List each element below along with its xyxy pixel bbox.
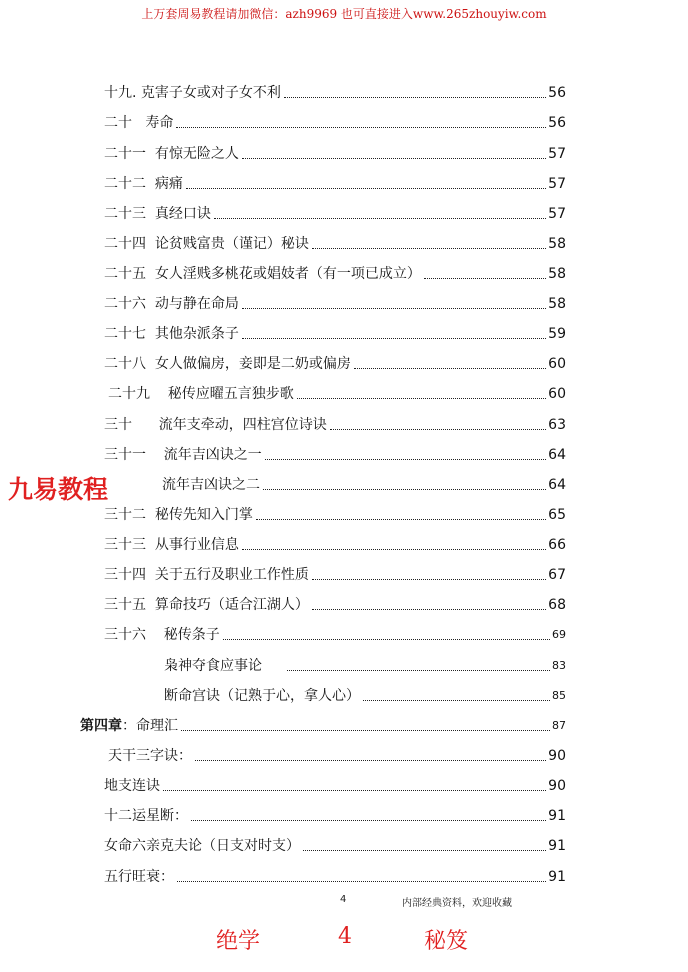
toc-entry-page: 57 (548, 206, 566, 222)
toc-entry-title: 女命六亲克夫论（日支对时支） (104, 838, 300, 854)
toc-entry[interactable] (108, 381, 566, 403)
toc-entry-title: 三十 流年支牵动，四柱宫位诗诀 (104, 417, 327, 433)
toc-entry-page: 64 (548, 477, 566, 493)
toc-entry[interactable] (104, 864, 566, 886)
toc-entry-page: 56 (548, 85, 566, 101)
toc-leader-dots (214, 217, 546, 219)
toc-entry-title: 二十二 病痛 (104, 176, 183, 192)
toc-leader-dots (186, 187, 546, 189)
toc-entry-page: 56 (548, 115, 566, 131)
toc-leader-dots (297, 397, 546, 399)
toc-leader-dots (312, 578, 546, 580)
toc-entry-page: 90 (548, 748, 566, 764)
toc-entry-page: 91 (548, 838, 566, 854)
toc-entry-title: 三十四 关于五行及职业工作性质 (104, 567, 309, 583)
toc-leader-dots (354, 367, 546, 369)
toc-entry-title: 二十九 秘传应曜五言独步歌 (108, 386, 294, 402)
toc-entry-title: 地支连诀 (104, 778, 160, 794)
toc-entry-title: 三十五 算命技巧（适合江湖人） (104, 597, 309, 613)
toc-leader-dots (284, 96, 546, 98)
toc-leader-dots (242, 337, 546, 339)
toc-leader-dots (181, 729, 550, 731)
toc-entry[interactable] (104, 141, 566, 163)
footer-page-number: 4 (340, 894, 347, 905)
toc-entry[interactable] (104, 261, 566, 283)
footer-note: 内部经典资料，欢迎收藏 (402, 898, 512, 909)
toc-entry-page: 57 (548, 176, 566, 192)
toc-entry-title: 五行旺衰： (104, 869, 174, 885)
toc-entry-page: 91 (548, 869, 566, 885)
toc-entry-page: 60 (548, 386, 566, 402)
toc-entry-page: 60 (548, 356, 566, 372)
toc-leader-dots (312, 608, 546, 610)
toc-entry-page: 85 (552, 689, 566, 702)
toc-entry[interactable] (104, 502, 566, 524)
toc-entry-page: 58 (548, 236, 566, 252)
toc-entry-title: 十九. 克害子女或对子女不利 (104, 85, 281, 101)
toc-entry[interactable] (104, 321, 566, 343)
toc-entry-page: 91 (548, 808, 566, 824)
toc-entry-title: 三十一 流年吉凶诀之一 (104, 447, 262, 463)
toc-entry[interactable] (104, 442, 566, 464)
toc-entry-title (80, 717, 178, 735)
toc-entry-title: 三十六 秘传条子 (104, 627, 220, 643)
toc-leader-dots (312, 247, 546, 249)
toc-entry-title: 二十七 其他杂派条子 (104, 326, 239, 342)
toc-entry-page: 58 (548, 266, 566, 282)
toc-entry-page: 59 (548, 326, 566, 342)
toc-entry-page: 90 (548, 778, 566, 794)
toc-entry[interactable] (104, 562, 566, 584)
toc-leader-dots (242, 548, 546, 550)
toc-entry[interactable] (164, 683, 566, 705)
toc-entry[interactable] (104, 532, 566, 554)
watermark-text: 九易教程 (8, 475, 109, 504)
toc-leader-dots (363, 699, 550, 701)
toc-entry-chapter[interactable] (80, 713, 566, 735)
toc-entry[interactable] (104, 291, 566, 313)
toc-entry-title: 流年吉凶诀之二 (162, 477, 260, 493)
toc-entry[interactable] (104, 351, 566, 373)
toc-entry[interactable] (104, 110, 566, 132)
stamp-left-text: 绝学 (216, 929, 261, 954)
toc-leader-dots (176, 126, 546, 128)
toc-entry-page: 65 (548, 507, 566, 523)
toc-entry[interactable] (104, 80, 566, 102)
toc-leader-dots (191, 819, 546, 821)
toc-entry-page: 69 (552, 628, 566, 641)
toc-leader-dots (163, 789, 546, 791)
toc-entry-title: 枭神夺食应事论 (164, 658, 285, 674)
toc-leader-dots (263, 488, 546, 490)
toc-entry-title: 三十三 从事行业信息 (104, 537, 239, 553)
toc-entry-title: 二十一 有惊无险之人 (104, 146, 239, 162)
toc-entry-title: 二十六 动与静在命局 (104, 296, 239, 312)
toc-leader-dots (265, 458, 546, 460)
toc-entry-title: 二十五 女人淫贱多桃花或娼妓者（有一项已成立） (104, 266, 421, 282)
toc-leader-dots (256, 518, 546, 520)
toc-entry[interactable] (104, 171, 566, 193)
stamp-right-text: 秘笈 (424, 929, 469, 954)
toc-entry[interactable] (104, 231, 566, 253)
toc-entry[interactable] (104, 773, 566, 795)
toc-entry[interactable] (104, 622, 566, 644)
toc-leader-dots (303, 849, 546, 851)
toc-entry-page: 66 (548, 537, 566, 553)
toc-leader-dots (195, 759, 546, 761)
toc-entry-title: 二十三 真经口诀 (104, 206, 211, 222)
toc-leader-dots (177, 880, 546, 882)
toc-entry-page: 58 (548, 296, 566, 312)
toc-entry-title: 天干三字诀： (108, 748, 192, 764)
toc-entry-title: 三十二 秘传先知入门掌 (104, 507, 253, 523)
toc-leader-dots (223, 638, 550, 640)
page-header-banner: 上万套周易教程请加微信：azh9969 也可直接进入www.265zhouyiw.com (141, 7, 547, 21)
stamp-number: 4 (338, 924, 352, 949)
toc-entry-page: 68 (548, 597, 566, 613)
toc-entry-page: 67 (548, 567, 566, 583)
toc-entry-title: 断命宫诀（记熟于心，拿人心） (164, 688, 360, 704)
chapter-title: ：命理汇 (122, 718, 178, 734)
toc-leader-dots (287, 669, 550, 671)
toc-entry-title: 十二运星断： (104, 808, 188, 824)
toc-entry-page: 63 (548, 417, 566, 433)
toc-entry-page: 64 (548, 447, 566, 463)
toc-entry-title: 二十四 论贫贱富贵（谨记）秘诀 (104, 236, 309, 252)
toc-entry-title: 二十八 女人做偏房，妾即是二奶或偏房 (104, 356, 351, 372)
toc-entry[interactable] (104, 592, 566, 614)
toc-entry[interactable] (108, 743, 566, 765)
toc-entry-page: 83 (552, 659, 566, 672)
toc-entry-title: 二十 寿命 (104, 115, 174, 131)
toc-entry[interactable] (104, 803, 566, 825)
toc-entry[interactable] (104, 201, 566, 223)
toc-leader-dots (424, 277, 546, 279)
toc-entry[interactable] (104, 412, 566, 434)
toc-leader-dots (242, 307, 546, 309)
toc-entry[interactable] (164, 653, 566, 675)
toc-entry[interactable] (104, 833, 566, 855)
toc-entry-page: 87 (552, 719, 566, 732)
toc-entry-page: 57 (548, 146, 566, 162)
toc-leader-dots (330, 428, 546, 430)
toc-leader-dots (242, 157, 546, 159)
chapter-label: 第四章 (80, 718, 122, 734)
toc-entry[interactable] (162, 472, 566, 494)
